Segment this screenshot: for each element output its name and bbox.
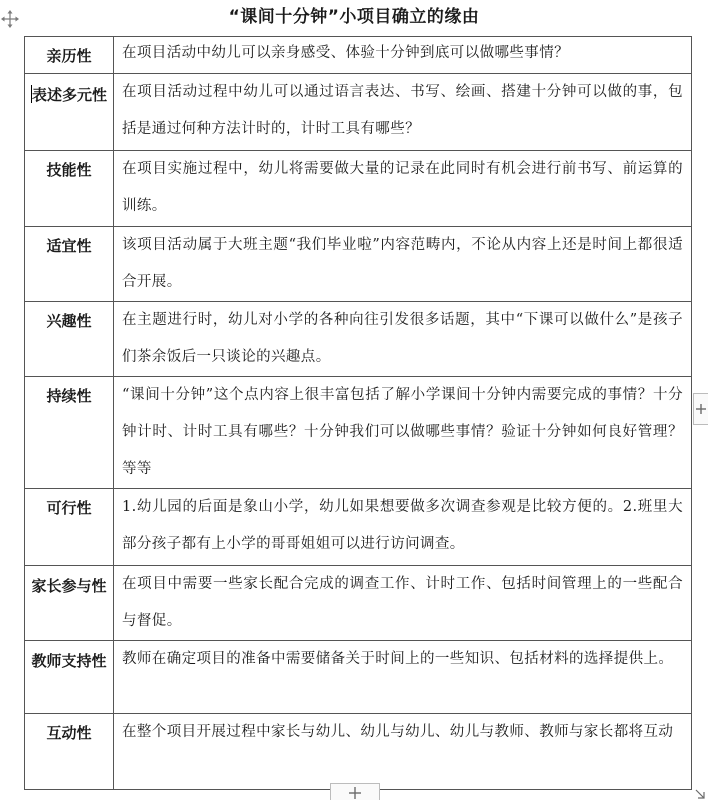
row-label[interactable] — [25, 74, 114, 151]
row-content[interactable]: 在项目活动中幼儿可以亲身感受、体验十分钟到底可以做哪些事情？ — [114, 37, 692, 74]
table-row — [25, 566, 692, 641]
table-resize-handle[interactable] — [694, 785, 706, 797]
row-content[interactable]: 该项目活动属于大班主题“我们毕业啦”内容范畴内，不论从内容上还是时间上都很适合开展。 — [114, 227, 692, 302]
table-row — [25, 37, 692, 74]
row-label[interactable]: 兴趣性 — [25, 302, 114, 377]
table-row — [25, 714, 692, 790]
document-title: “课间十分钟”小项目确立的缘由 — [228, 7, 480, 27]
row-label[interactable]: 持续性 — [25, 377, 114, 489]
row-content[interactable]: “课间十分钟”这个点内容上很丰富包括了解小学课间十分钟内需要完成的事情？十分钟计时、计时工具有哪些？十分钟我们可以做哪些事情？验证十分钟如何良好管理？等等 — [114, 377, 692, 489]
plus-icon — [349, 787, 361, 799]
origin-table — [24, 36, 692, 790]
row-content[interactable]: 在项目中需要一些家长配合完成的调查工作、计时工作、包括时间管理上的一些配合与督促。 — [114, 566, 692, 641]
row-label[interactable]: 技能性 — [25, 151, 114, 227]
row-label[interactable]: 互动性 — [25, 714, 114, 790]
table-row — [25, 74, 692, 151]
table-row — [25, 489, 692, 566]
add-row-button[interactable] — [330, 783, 380, 800]
plus-icon — [696, 404, 706, 414]
table-row — [25, 377, 692, 489]
table-row — [25, 302, 692, 377]
row-label[interactable]: 亲历性 — [25, 37, 114, 74]
row-label-text: 表述多元性 — [31, 86, 107, 104]
resize-corner-icon — [694, 788, 706, 800]
row-label[interactable]: 可行性 — [25, 489, 114, 566]
row-content[interactable]: 在主题进行时，幼儿对小学的各种向往引发很多话题，其中“下课可以做什么”是孩子们茶余饭后一只谈论的兴趣点。 — [114, 302, 692, 377]
row-content[interactable]: 教师在确定项目的准备中需要储备关于时间上的一些知识、包括材料的选择提供上。 — [114, 641, 692, 714]
row-content[interactable]: 在项目实施过程中，幼儿将需要做大量的记录在此同时有机会进行前书写、前运算的训练。 — [114, 151, 692, 227]
row-label[interactable]: 教师支持性 — [25, 641, 114, 714]
row-label[interactable]: 家长参与性 — [25, 566, 114, 641]
row-content[interactable]: 在项目活动过程中幼儿可以通过语言表达、书写、绘画、搭建十分钟可以做的事，包括是通过何种方法计时的，计时工具有哪些？ — [114, 74, 692, 151]
table-row — [25, 151, 692, 227]
row-content[interactable]: 在整个项目开展过程中家长与幼儿、幼儿与幼儿、幼儿与教师、教师与家长都将互动 — [114, 714, 692, 790]
table-row — [25, 641, 692, 714]
table-row — [25, 227, 692, 302]
row-label[interactable]: 适宜性 — [25, 227, 114, 302]
add-column-button[interactable] — [693, 393, 708, 425]
row-content[interactable]: 1.幼儿园的后面是象山小学，幼儿如果想要做多次调查参观是比较方便的。2.班里大部分孩子都有上小学的哥哥姐姐可以进行访问调查。 — [114, 489, 692, 566]
